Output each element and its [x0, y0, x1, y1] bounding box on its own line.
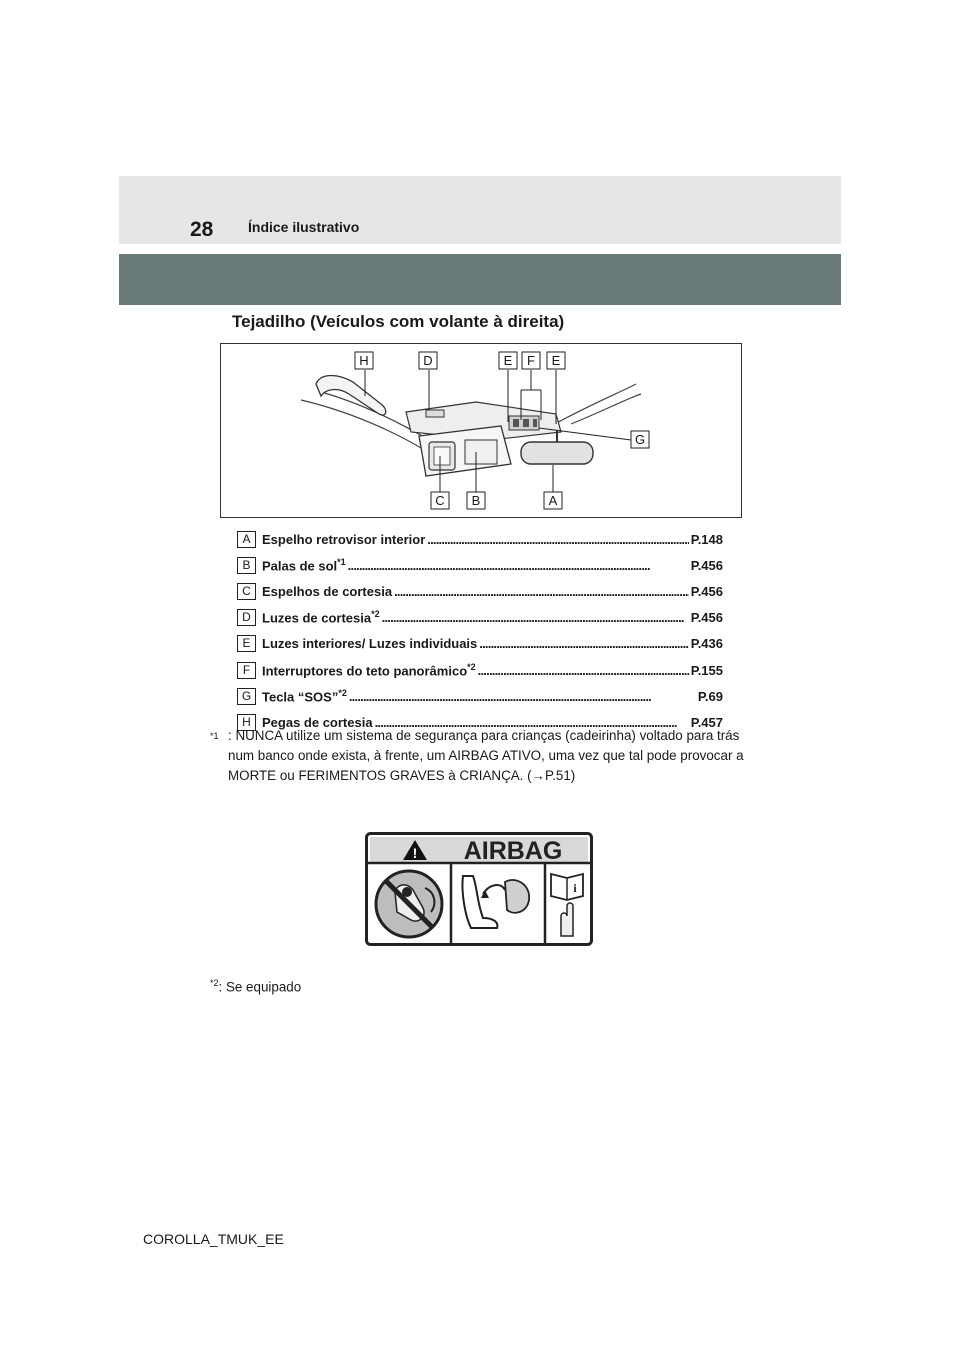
item-letter: G	[237, 688, 256, 705]
item-label: Interruptores do teto panorâmico$^{*2}$	[262, 661, 476, 679]
page-reference: P.456	[690, 610, 723, 626]
page-number: 28	[190, 218, 214, 241]
item-letter: C	[237, 583, 256, 600]
page-reference: P.148	[690, 531, 723, 547]
component-index-list	[237, 526, 723, 736]
roof-illustration	[220, 343, 742, 518]
callout-g: G	[634, 432, 646, 447]
item-label: Luzes interiores/ Luzes individuais	[262, 636, 478, 652]
leader-dots	[382, 610, 689, 625]
list-item-d	[237, 605, 723, 631]
item-label: Pegas de cortesia	[262, 714, 373, 730]
airbag-warning-graphic	[365, 832, 593, 946]
list-item-b	[237, 552, 723, 578]
callout-h: H	[359, 353, 369, 368]
item-label: Tecla “SOS”$^{*2}$	[262, 688, 347, 705]
footnote-2	[210, 978, 301, 994]
item-letter: H	[237, 714, 256, 731]
item-letter: F	[237, 662, 256, 679]
callout-f: F	[527, 353, 535, 368]
svg-text:i: i	[573, 881, 577, 895]
leader-dots	[478, 663, 689, 678]
list-item-e	[237, 631, 723, 657]
list-item-a	[237, 526, 723, 552]
page-reference: P.155	[690, 662, 723, 678]
list-item-g	[237, 683, 723, 709]
footnote-2-text: : Se equipado	[218, 979, 302, 995]
footnote-ref: *1	[337, 557, 346, 568]
leader-dots	[348, 558, 689, 573]
callout-e-right: E	[551, 353, 561, 368]
leader-dots	[479, 636, 688, 651]
footnote-ref: *2	[371, 609, 380, 620]
page-reference: P.436	[690, 636, 723, 652]
section-title: Índice ilustrativo	[248, 219, 360, 235]
footnote-1-text: : NUNCA utilize um sistema de segurança para crianças (cadeirinha) voltado para trás num banco onde exista, à frente, um AIRBAG ATIVO, uma vez que tal pode provocar a MORTE ou FERIMENTOS GRAVES à CRIANÇA. (→P.51)	[228, 728, 744, 783]
leader-dots	[427, 532, 688, 547]
footnote-ref: *2	[338, 688, 347, 699]
subsection-title: Tejadilho (Veículos com volante à direita)	[232, 312, 565, 331]
header-dark-band	[119, 254, 841, 305]
airbag-warning-label	[365, 832, 593, 946]
item-letter: E	[237, 635, 256, 652]
page-header-band	[119, 176, 841, 244]
callout-c: C	[435, 493, 445, 508]
list-item-f	[237, 657, 723, 683]
callout-d: D	[423, 353, 433, 368]
page-reference: P.69	[697, 688, 723, 704]
footnote-1-mark: *1	[210, 731, 219, 741]
item-letter: D	[237, 609, 256, 626]
svg-text:!: !	[412, 845, 418, 861]
page-reference: P.457	[690, 714, 723, 730]
item-label: Espelhos de cortesia	[262, 583, 393, 599]
model-code: COROLLA_TMUK_EE	[143, 1231, 284, 1247]
page-reference: P.456	[690, 583, 723, 599]
roof-drawing	[221, 344, 741, 517]
callout-b: B	[471, 493, 481, 508]
callout-a: A	[548, 493, 558, 508]
list-item-c	[237, 578, 723, 604]
leader-dots	[349, 689, 696, 704]
airbag-word: AIRBAG	[463, 837, 563, 865]
no-rear-facing-seat-icon	[376, 871, 442, 937]
item-letter: A	[237, 531, 256, 548]
footnote-1	[210, 726, 750, 786]
item-label: Palas de sol$^{*1}$	[262, 557, 346, 574]
callout-e-left: E	[503, 353, 513, 368]
item-label: Luzes de cortesia$^{*2}$	[262, 609, 380, 626]
leader-dots	[394, 584, 689, 599]
item-letter: B	[237, 557, 256, 574]
footnote-ref: *2	[467, 661, 476, 672]
page-reference: P.456	[690, 557, 723, 573]
item-label: Espelho retrovisor interior	[262, 531, 426, 547]
footnote-2-mark: *2	[210, 978, 219, 988]
